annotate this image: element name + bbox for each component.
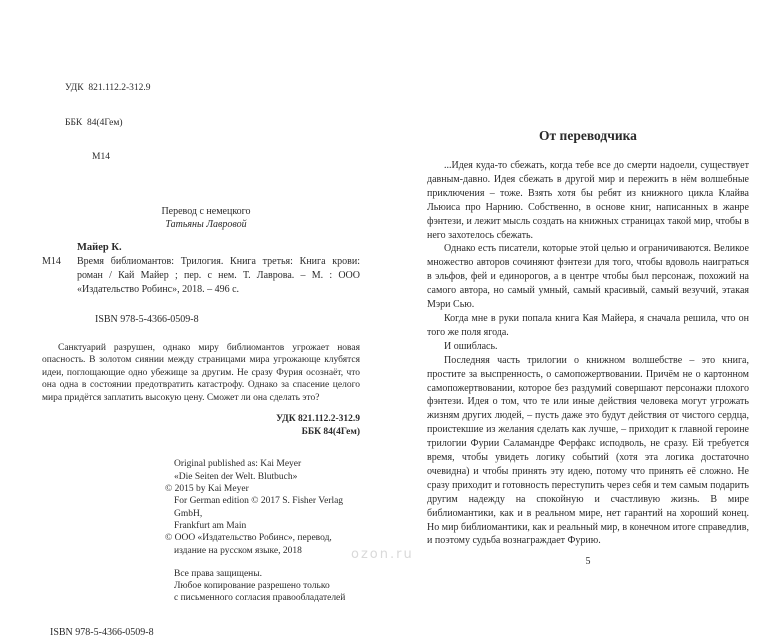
paragraph: И ошиблась. (444, 340, 498, 352)
bbk-number: ББК 84(4Гем) (65, 117, 123, 128)
catalog-code: М14 (42, 255, 61, 267)
annotation: Санктуарий разрушен, однако миру библиомантов угрожает новая опасность. В золотом сиянии между страницами мира угрожающе клубятся идеи, поглощающие одно убежище за другим. Не сразу Фурия осознаёт, что она одна в состоянии предотвратить катастрофу. Однако за спасение целого мира придётся заплатить высокую цену. Сможет ли она сделать это? (42, 342, 360, 403)
translation-credit (126, 205, 286, 231)
rights-block (174, 568, 360, 605)
catalog-code-top: М14 (92, 152, 110, 162)
udk-number-right: УДК 821.112.2-312.9 (276, 414, 360, 425)
ozon-watermark: ozon.ru (351, 547, 414, 562)
copyright-line: «Die Seiten der Welt. Blutbuch» (174, 471, 298, 482)
rights-line: Любое копирование разрешено только (174, 581, 330, 592)
copyright-line: For German edition © 2017 S. Fisher Verlag GmbH, (174, 496, 344, 519)
copyright-line: © 2015 by Kai Meyer (165, 484, 249, 495)
udk-bbk-block (65, 60, 360, 187)
bbk-number-right: ББК 84(4Гем) (301, 427, 360, 438)
udk-bbk-right-block (42, 413, 360, 439)
preface-page (427, 128, 749, 567)
copyright-line: Original published as: Kai Meyer (174, 459, 302, 470)
preface-body (427, 159, 749, 548)
copyright-line: © ООО «Издательство Робинс», перевод, (165, 533, 332, 544)
rights-line: с письменного согласия правообладателей (174, 593, 346, 604)
paragraph: Однако есть писатели, которые этой целью и ограничиваются. Великое множество авторов сочиняют фэнтези для того, чтобы вдоволь наиграться в эльфов, фей и единорогов, а в центре чтобы был персонаж, похожий на самого автора, но самый умный, самый красивый, самый везучий, этакая Мэри Сью. (427, 243, 749, 311)
rights-line: Все права защищены. (174, 568, 263, 579)
paragraph: Последняя часть трилогии о книжном волшебстве – это книга, простите за выспренность, о самопожертвовании. Причём не о картонном самопожертвовании, которое без раздумий совершают персонажи плохого фэнтези. Идея о том, что те или иные действия человека могут угрожать жизням других людей, – пусть даже это будут действия от чистого сердца, проистекшие из желания сделать как лучше, – приходит к главной героине трилогии Фурии Саламандре Ферфакс исподволь, не сразу. Ей требуется время, чтобы увидеть логику событий (хотя эта логика достаточно очевидна) и чтобы принять эту идею, потому что принять её сложно. Не сразу приходит и готовность переступить через себя и тем самым подарить другим надежду на спокойную и счастливую жизнь. В мире библиомантики, как и в реальном мире, нет гарантий на хороший конец. Но мир библиомантики, как и реальный мир, в конечном итоге справедлив, и поэтому судьба вознаграждает Фурию. (427, 354, 749, 547)
catalog-entry (42, 255, 360, 297)
isbn-bottom: ISBN 978-5-4366-0509-8 (50, 626, 154, 638)
translation-credit-label: Перевод с немецкого (161, 205, 251, 217)
isbn-top: ISBN 978-5-4366-0509-8 (95, 313, 199, 325)
imprint-page (42, 60, 360, 638)
page-number: 5 (585, 556, 591, 568)
udk-number: УДК 821.112.2-312.9 (65, 83, 151, 93)
paragraph: ...Идея куда-то сбежать, когда тебе все до смерти надоели, существует давным-давно. Идея сбежать в другой мир и пережить в нём волшебные приключения – тоже. Взять хотя бы ребят из книжного цикла Клайва Льюиса про Нарнию. Собственно, в основе книг, написанных в жанре фэнтези, и лежит мысль создать на книжных страницах такой мир, чтобы в него захотелось сбежать. (427, 160, 749, 241)
paragraph: Когда мне в руки попала книга Кая Майера, я сначала решила, что он того же поля ягода. (427, 312, 749, 338)
translator-name: Татьяны Лавровой (165, 218, 247, 230)
copyright-line: издание на русском языке, 2018 (174, 545, 302, 556)
author-heading: Майер К. (77, 241, 122, 253)
copyright-block (165, 458, 360, 556)
catalog-entry-text: Время библиомантов: Трилогия. Книга третья: Книга крови: роман / Кай Майер ; пер. с нем. Т. Лаврова. – М. : ООО «Издательство Робинс», 2018. – 496 с. (77, 255, 360, 295)
copyright-line: Frankfurt am Main (174, 520, 247, 531)
chapter-title: От переводчика (539, 128, 637, 143)
